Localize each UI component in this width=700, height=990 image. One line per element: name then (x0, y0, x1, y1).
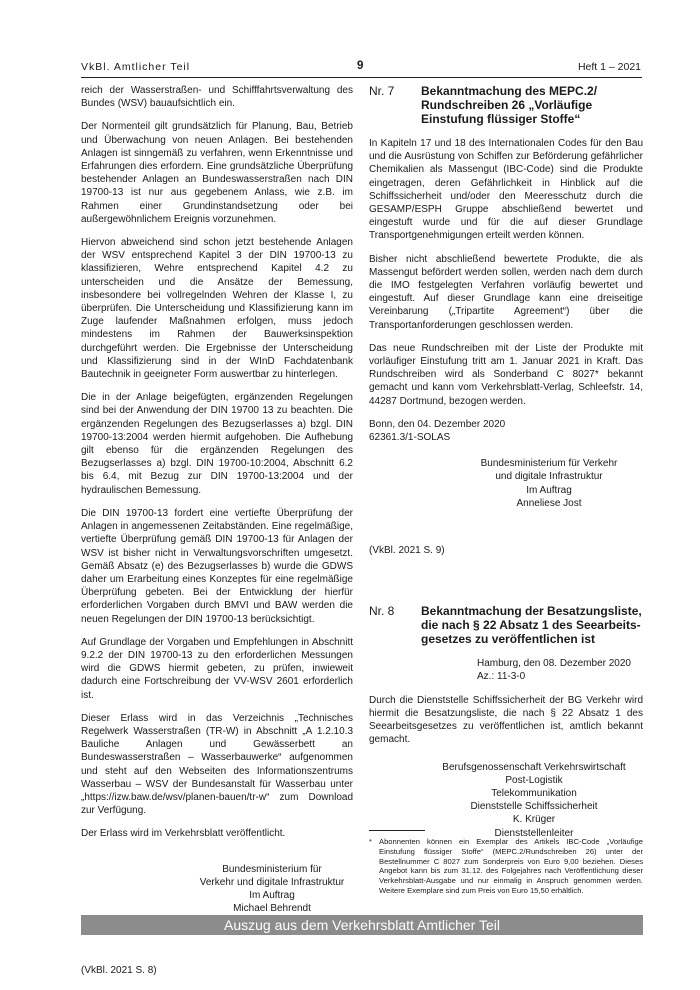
left-column (81, 84, 353, 978)
place-date: Bonn, den 04. Dezember 2020 (369, 418, 506, 430)
publication-reference: (VkBl. 2021 S. 8) (81, 965, 157, 977)
paragraph: Die in der Anlage beigefügten, ergänzenden Regelungen sind bei der Anwendung der DIN 19700 13 zu beachten. Die ergänzenden Regelungen des Bezugserlasses a) bzgl. DIN 19700-13:2004 werden hiermit aufgehoben. Die Aufhebung gilt ebenso für die ergänzenden Regelungen des Bezugserlasses a) bzgl. DIN 19700-10:2004, Abschnitt 6.2 bis 6.4, mit Bezug zur DIN 19700-13:2004 und der hydraulischen Bemessung. (81, 392, 353, 496)
signature-line: Telekommunikation (491, 787, 577, 799)
footer-banner: Auszug aus dem Verkehrsblatt Amtlicher Teil (81, 915, 643, 935)
section-heading (369, 84, 643, 126)
section-title-line: Einstufung flüssiger Stoffe“ (421, 112, 581, 126)
section-title (421, 604, 642, 646)
signature-line: und digitale Infrastruktur (495, 471, 603, 483)
section-title (421, 84, 597, 126)
section-heading (369, 604, 643, 646)
page-header (81, 61, 641, 75)
section-title-line: Rundschreiben 26 „Vorläufige (421, 98, 593, 112)
paragraph: Der Normenteil gilt grundsätzlich für Planung, Bau, Betrieb und Überwachung von neuen Anlagen. Bei bestehenden Anlagen ist sinngemäß zu verfahren, wenn Erkenntnisse und Erfahrungen dies erfordern. Eine grundsätzliche Überprüfung bestehender Anlagen an Bundeswasserstraßen nach DIN 19700-13 ist nur aus gegebenem Anlass, wie z.B. im Rahmen einer Grundinstandsetzung oder bei außergewöhnlichem Ereignis vorzunehmen. (81, 121, 353, 225)
signature-block (187, 863, 357, 916)
signature-line: Dienststellenleiter (494, 827, 574, 839)
section-number: Nr. 7 (369, 84, 395, 98)
paragraph: Das neue Rundschreiben mit der Liste der Produkte mit vorläufiger Einstufung tritt am 1. Januar 2021 in Kraft. Das Rundschreiben wird als Sonderband C 8027* bekannt gemacht und kann vom Verkehrsblatt-Verlag, Schleefstr. 14, 44287 Dortmund, bezogen werden. (369, 342, 643, 407)
signature-line: Verkehr und digitale Infrastruktur (199, 876, 345, 888)
signature-line: Im Auftrag (526, 484, 572, 496)
journal-name: VkBl. Amtlicher Teil (81, 61, 191, 73)
header-rule (81, 77, 642, 78)
paragraph: Durch die Dienststelle Schiffssicherheit der BG Verkehr wird hiermit die Besatzungsliste, die nach § 22 Absatz 1 des Seearbeitsgesetzes zu veröffentlichen ist, amtlich bekannt gemacht. (369, 694, 643, 746)
signature-line: Post-Logistik (505, 774, 563, 786)
paragraph: Hiervon abweichend sind schon jetzt bestehende Anlagen der WSV entsprechend Kapitel 3 der DIN 19700-13 zu klassifizieren, Wehre entsprechend Kapitel 4.2 zu unterscheiden und die Ansätze der Bemessung, insbesondere bei vollregelnden Wehren der Klasse I, zu überprüfen. Die Unterscheidung und Klassifizierung kann im Zuge laufender Maßnahmen erfolgen, muss jedoch mindestens im Rahmen der Bauwerksinspektion durchgeführt werden. Die Ergebnisse der Unterscheidung und Klassifizierung sind in der WInD Fachdatenbank Bautechnik in geeigneter Form auswertbar zu hinterlegen. (81, 237, 353, 381)
section-title-line: Bekanntmachung der Besatzungsliste, (421, 604, 642, 619)
paragraph: Bisher nicht abschließend bewertete Produkte, die als Massengut befördert werden sollen, werden nach dem durch die IMO festgelegten Verfahren vorläufig bewertet und eingestuft. Auf dieser Grundlage kann eine dreiseitige Vereinbarung („Tripartite Agreement“) über die Transportanforderungen geschlossen werden. (369, 253, 643, 331)
paragraph: In Kapiteln 17 und 18 des Internationalen Codes für den Bau und die Ausrüstung von Schiffen zur Beförderung gefährlicher Chemikalien als Massengut (IBC-Code) sind die Produkte eingetragen, deren Gefährlichkeit in Hinblick auf die Schiffssicherheit und/oder den Meeresschutz durch die GESAMP/ESPH Gruppe abschließend bewertet und eingestuft wurde und für die auf dieser Grundlage Transportgenehmigungen erteilt werden können. (369, 138, 643, 242)
paragraph: reich der Wasserstraßen- und Schifffahrtsverwaltung des Bundes (WSV) bauaufsichtlich ein. (81, 85, 353, 110)
signature-line: Anneliese Jost (516, 497, 582, 509)
issue-label: Heft 1 – 2021 (577, 61, 641, 73)
publication-reference: (VkBl. 2021 S. 9) (369, 545, 445, 557)
section-title-line: gesetzes zu veröffentlichen ist (421, 632, 596, 647)
file-reference: Az.: 11-3-0 (477, 671, 526, 683)
section-number: Nr. 8 (369, 604, 395, 619)
signature-line: K. Krüger (512, 814, 556, 826)
place-date: Hamburg, den 08. Dezember 2020 (477, 658, 631, 670)
right-column (369, 84, 643, 840)
signature-line: Michael Behrendt (233, 903, 311, 915)
paragraph: Die DIN 19700-13 fordert eine vertiefte Überprüfung der Anlagen in angemessenen Zeitabständen. Eine regelmäßige, vertiefte Überprüfung gemäß DIN 19700-13 für Anlagen der WSV ist bisher nicht in Verwaltungsvorschriften umgesetzt. Gemäß Absatz (e) des Bezugserlasses b) wurde die GDWS daher um Erarbeitung eines Konzeptes für eine regelmäßige Überprüfung gebeten. Bei der Entwicklung der hierfür erforderlichen Vorgaben durch BMVI und BAW werden die neuen Regelungen der DIN 19700-13 berücksichtigt. (81, 507, 353, 625)
page-number: 9 (357, 60, 364, 72)
signature-block (429, 761, 639, 840)
signature-line: Im Auftrag (249, 889, 295, 901)
paragraph: Auf Grundlage der Vorgaben und Empfehlungen in Abschnitt 9.2.2 der DIN 19700-13 zu den erforderlichen Messungen wird die GDWS hiermit gebeten, zu prüfen, inwieweit dadurch eine Fortschreibung der VV-WSV 2601 erforderlich ist. (81, 636, 353, 701)
footnote-rule (369, 830, 425, 831)
paragraph: Der Erlass wird im Verkehrsblatt veröffentlicht. (81, 828, 286, 840)
paragraph: Dieser Erlass wird in das Verzeichnis „Technisches Regelwerk Wasserstraßen (TR-W) in Abschnitt „A 1.2.10.3 Bauliche Anlagen und Gewässerbett an Bundeswasserstraßen – Wasserbauwerke“ aufgenommen und steht auf den Webseiten des Informationszentrums Wasserbau – WSV der Bundesanstalt für Wasserbau unter „https://izw.baw.de/wsv/planen-bauen/tr-w“ zum Download zur Verfügung. (81, 712, 353, 817)
section-title-line: Bekanntmachung des MEPC.2/ (421, 84, 598, 98)
section-title-line: die nach § 22 Absatz 1 des Seearbeits- (421, 618, 641, 633)
signature-line: Bundesministerium für (222, 863, 322, 875)
signature-line: Berufsgenossenschaft Verkehrswirtschaft (442, 761, 626, 773)
signature-line: Bundesministerium für Verkehr (480, 458, 618, 470)
footnote-text: Abonnenten können ein Exemplar des Artikels IBC-Code „Vorläufige Einstufung flüssiger Stoffe“ (MEPC.2/Rundschreiben 26) unter der Bestellnummer C 8027 zum Sonderpreis von Euro 9,00 beziehen. Dieses Angebot kann bis zum 31.12. des Folgejahres nach Veröffentlichung dieser Verkehrsblatt-Ausgabe und nur einmalig in Anspruch genommen werden. Weitere Exemplare sind zum Preis von Euro 15,50 erhältlich. (379, 837, 643, 895)
file-reference: 62361.3/1-SOLAS (369, 432, 451, 444)
signature-line: Dienststelle Schiffssicherheit (470, 801, 598, 813)
date-block (477, 657, 643, 683)
signature-block (459, 457, 639, 510)
footnote (369, 837, 643, 896)
footnote-marker: * (369, 837, 372, 846)
